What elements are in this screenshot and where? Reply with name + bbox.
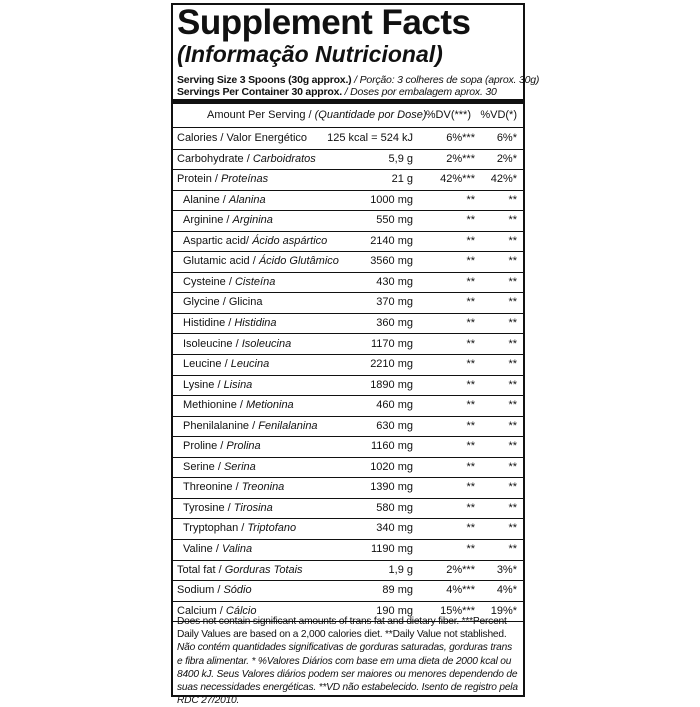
amount-per-serving-header [207, 109, 427, 121]
nutrient-dv: ** [466, 296, 475, 309]
nutrient-name-pt: Alanina [228, 193, 266, 206]
nutrient-dv: ** [466, 378, 475, 391]
nutrient-amount: 5,9 g [388, 152, 413, 165]
nutrient-name-pt: Ácido aspártico [252, 234, 328, 247]
nutrient-name-en: Glycine / [183, 296, 229, 309]
nutrient-name [183, 358, 269, 370]
nutrient-dv: ** [466, 419, 475, 432]
nutrient-vd: ** [508, 337, 517, 350]
nutrient-name-pt: Gorduras Totais [224, 563, 303, 576]
nutrient-name-en: Calories / [177, 132, 227, 144]
nutrient-name-pt: Carboidratos [252, 152, 316, 165]
nutrient-name-pt: Prolina [226, 440, 261, 453]
nutrient-dv: 4%*** [446, 584, 475, 597]
nutrient-dv: ** [466, 543, 475, 555]
nutrient-name-en: Leucine / [183, 358, 231, 371]
nutrient-vd: ** [508, 358, 517, 371]
nutrient-name-pt: Ácido Glutâmico [258, 255, 339, 268]
nutrient-name [183, 255, 339, 267]
nutrient-name-pt: Histidina [234, 316, 277, 329]
servings-per-container [177, 86, 497, 98]
nutrient-dv: ** [466, 275, 475, 288]
nutrient-amount: 630 mg [376, 419, 413, 432]
nutrient-name-en: Cysteine / [183, 275, 235, 288]
nutrient-amount: 460 mg [376, 399, 413, 412]
nutrient-name-en: Total fat / [177, 563, 225, 576]
nutrient-amount: 1190 mg [371, 543, 413, 555]
nutrient-name [177, 132, 307, 144]
nutrient-name-pt: Valor Energético [226, 132, 308, 144]
nutrient-dv: ** [466, 234, 475, 247]
nutrient-dv: ** [466, 255, 475, 268]
nutrient-dv: ** [466, 481, 475, 494]
nutrient-name-pt: Glicina [228, 296, 263, 309]
nutrient-vd: ** [508, 316, 517, 329]
nutrient-vd: ** [508, 296, 517, 309]
nutrient-name [183, 481, 284, 493]
nutrient-name-en: Proline / [183, 440, 227, 453]
nutrient-name [183, 502, 273, 514]
serving-size [177, 74, 539, 86]
nutrient-name [177, 584, 252, 596]
nutrient-name-pt: Tirosina [233, 501, 273, 514]
dv-header-2: %VD(*) [480, 109, 517, 121]
nutrient-name-en: Arginine / [183, 214, 233, 227]
nutrient-vd: ** [508, 460, 517, 473]
nutrient-vd: ** [508, 275, 517, 288]
nutrient-row [173, 354, 523, 376]
nutrient-vd: ** [508, 419, 517, 432]
amount-header-en: Amount Per Serving / [207, 109, 315, 121]
nutrient-name-en: Serine / [183, 460, 224, 473]
servings-per-container-pt: / Doses por embalagem aprox. 30 [341, 86, 497, 98]
nutrient-dv: ** [466, 358, 475, 371]
nutrient-amount: 340 mg [376, 522, 413, 535]
nutrient-amount: 125 kcal = 524 kJ [327, 132, 413, 144]
nutrient-name-pt: Isoleucina [241, 337, 292, 350]
nutrient-row [173, 457, 523, 479]
nutrient-name [183, 522, 296, 534]
nutrient-name-pt: Lisina [223, 378, 253, 391]
nutrient-name-en: Methionine / [183, 399, 246, 412]
nutrient-row [173, 169, 523, 191]
nutrient-vd: ** [508, 440, 517, 453]
nutrient-vd: 2%* [496, 152, 517, 165]
label-subtitle: (Informação Nutricional) [177, 41, 443, 67]
nutrient-vd: ** [508, 399, 517, 412]
nutrient-dv: 2%*** [446, 563, 475, 576]
nutrient-amount: 430 mg [376, 275, 413, 288]
nutrient-dv: 2%*** [446, 152, 475, 165]
nutrient-row [173, 251, 523, 273]
nutrient-row [173, 436, 523, 458]
nutrient-name [177, 173, 268, 185]
serving-size-pt: / Porção: 3 colheres de sopa (aprox. 30g) [351, 74, 540, 86]
nutrient-name-en: Tryptophan / [183, 522, 248, 535]
table-header [173, 104, 523, 128]
nutrient-name-pt: Sódio [223, 584, 252, 597]
footnote-en: Does not contain significant amounts of trans fat and dietary fiber. ***Percent Daily Values are based on a 2,000 calories diet. **Daily Value not stablished. [177, 616, 507, 641]
nutrient-name-pt: Leucina [230, 358, 270, 371]
nutrient-name-pt: Proteínas [221, 173, 269, 186]
nutrient-name [183, 440, 261, 452]
nutrient-amount: 360 mg [376, 316, 413, 329]
nutrient-vd: ** [508, 501, 517, 514]
nutrient-row [173, 190, 523, 212]
nutrient-vd: 3%* [496, 563, 517, 576]
nutrient-dv: ** [466, 337, 475, 350]
nutrient-amount: 3560 mg [370, 255, 413, 268]
nutrient-name-pt: Treonina [241, 481, 285, 494]
nutrient-row [173, 518, 523, 540]
nutrient-amount: 1160 mg [371, 440, 413, 453]
nutrient-name-en: Alanine / [183, 193, 229, 206]
servings-per-container-en: Servings Per Container 30 approx. [177, 86, 342, 98]
nutrient-name-en: Carbohydrate / [177, 152, 253, 165]
nutrient-name [183, 399, 294, 411]
nutrient-name-en: Threonine / [183, 481, 242, 494]
nutrient-name-en: Isoleucine / [183, 337, 242, 350]
nutrient-row [173, 128, 523, 150]
nutrient-row [173, 416, 523, 438]
footnote-pt: Não contém quantidades significativas de gorduras saturadas, gorduras trans e fibra alimentar. * %Valores Diários com base em uma dieta de 2000 kcal ou 8400 kJ. Seus Valores diários podem ser maiores ou menores dependendo de suas necessidades energéticas. **VD não estabelecido. Isento de registro pela RDC 27/2010. [177, 642, 518, 707]
nutrient-row [173, 498, 523, 520]
nutrient-row [173, 560, 523, 582]
nutrient-dv: ** [466, 214, 475, 227]
nutrient-row [173, 210, 523, 232]
nutrient-name-en: Aspartic acid/ [183, 234, 253, 247]
nutrient-vd: ** [508, 214, 517, 227]
nutrient-vd: 19%* [490, 604, 517, 617]
nutrient-amount: 89 mg [382, 584, 413, 597]
nutrient-amount: 580 mg [376, 501, 413, 514]
nutrient-name [177, 564, 303, 576]
nutrient-vd: ** [508, 522, 517, 535]
nutrient-vd: 4%* [496, 584, 517, 597]
nutrient-amount: 550 mg [376, 214, 413, 227]
nutrient-amount: 1890 mg [370, 378, 413, 391]
nutrient-name-en: Tyrosine / [183, 501, 234, 514]
nutrient-name-en: Protein / [177, 173, 222, 186]
label-title: Supplement Facts [177, 3, 471, 42]
nutrient-name [183, 194, 266, 206]
nutrient-amount: 2140 mg [370, 234, 413, 247]
nutrient-name [183, 214, 273, 226]
serving-size-en: Serving Size 3 Spoons (30g approx.) [177, 74, 352, 86]
nutrient-row [173, 313, 523, 335]
nutrient-name [183, 543, 252, 555]
nutrient-name-en: Calcium / [177, 604, 226, 617]
nutrient-amount: 1020 mg [370, 460, 413, 473]
nutrient-amount: 370 mg [376, 296, 413, 309]
nutrient-amount: 1390 mg [370, 481, 413, 494]
nutrient-vd: ** [508, 193, 517, 206]
nutrient-vd: ** [508, 543, 517, 555]
nutrient-dv: ** [466, 316, 475, 329]
nutrient-row [173, 272, 523, 294]
nutrient-vd: ** [508, 378, 517, 391]
nutrient-row [173, 231, 523, 253]
nutrient-name-en: Phenilalanine / [183, 419, 259, 432]
nutrient-amount: 1000 mg [370, 193, 413, 206]
nutrient-name-en: Lysine / [183, 378, 224, 391]
nutrient-dv: ** [466, 440, 475, 453]
nutrient-dv: 15%*** [440, 604, 475, 617]
nutrient-name [183, 379, 252, 391]
nutrient-dv: ** [466, 399, 475, 412]
nutrient-dv: ** [466, 522, 475, 535]
nutrient-name-pt: Cisteína [234, 275, 276, 288]
nutrient-row [173, 539, 523, 561]
nutrient-name-en: Sodium / [177, 584, 224, 597]
nutrient-dv: 42%*** [440, 173, 475, 186]
amount-header-pt: (Quantidade por Dose) [314, 109, 427, 121]
nutrient-dv: ** [466, 501, 475, 514]
nutrient-name-en: Glutamic acid / [183, 255, 259, 268]
nutrient-amount: 2210 mg [370, 358, 413, 371]
nutrient-vd: ** [508, 234, 517, 247]
nutrient-row [173, 292, 523, 314]
nutrient-vd: ** [508, 481, 517, 494]
nutrient-amount: 1,9 g [388, 563, 413, 576]
nutrient-name [183, 461, 256, 473]
nutrient-name-pt: Arginina [232, 214, 273, 227]
nutrient-row [173, 334, 523, 356]
nutrient-name-pt: Serina [223, 460, 256, 473]
nutrient-vd: ** [508, 255, 517, 268]
nutrient-name [177, 153, 316, 165]
nutrient-row [173, 149, 523, 171]
nutrient-name [183, 296, 262, 308]
footnote [177, 615, 519, 707]
nutrient-name [183, 420, 318, 432]
nutrient-name-pt: Valina [221, 543, 253, 555]
supplement-facts-label [171, 3, 540, 707]
nutrient-row [173, 395, 523, 417]
nutrient-vd: 6%* [496, 132, 517, 144]
nutrient-dv: ** [466, 193, 475, 206]
nutrient-name-pt: Fenilalanina [258, 419, 318, 432]
nutrient-row [173, 375, 523, 397]
nutrient-amount: 1170 mg [371, 337, 413, 350]
nutrient-name-pt: Metionina [245, 399, 294, 412]
nutrient-name [183, 276, 275, 288]
nutrient-row [173, 580, 523, 602]
dv-header-1: %DV(***) [425, 109, 471, 121]
nutrient-name [183, 235, 327, 247]
nutrient-name-en: Histidine / [183, 316, 235, 329]
nutrient-name-pt: Cálcio [225, 604, 257, 617]
nutrient-name-en: Valine / [183, 543, 222, 555]
nutrient-name-pt: Triptofano [247, 522, 297, 535]
nutrient-amount: 21 g [391, 173, 413, 186]
nutrient-row [173, 477, 523, 499]
nutrient-dv: ** [466, 460, 475, 473]
nutrient-name [183, 338, 291, 350]
nutrient-vd: 42%* [490, 173, 517, 186]
nutrient-name [183, 317, 277, 329]
nutrient-dv: 6%*** [446, 132, 475, 144]
nutrient-amount: 190 mg [376, 604, 413, 617]
